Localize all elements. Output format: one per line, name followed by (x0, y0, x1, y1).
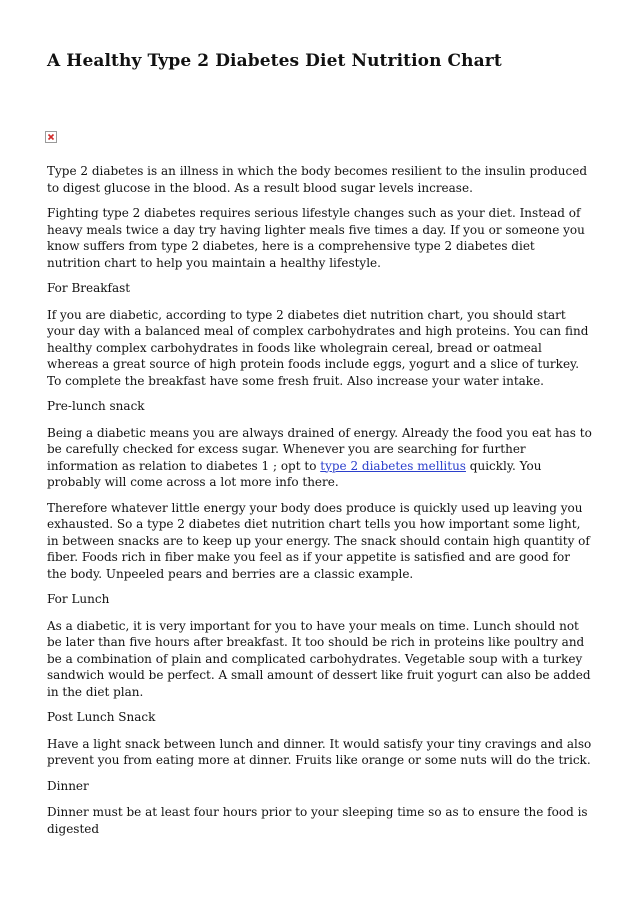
section-heading-dinner: Dinner (47, 778, 89, 793)
section-heading-post-lunch: Post Lunch Snack (47, 710, 156, 724)
paragraph-pre-lunch (47, 425, 592, 491)
section-heading-lunch: For Lunch (47, 592, 110, 606)
red-x-icon (46, 132, 56, 142)
section-heading-breakfast: For Breakfast (47, 281, 131, 295)
diabetes-mellitus-link[interactable]: type 2 diabetes mellitus (320, 458, 466, 473)
paragraph-dinner: Dinner must be at least four hours prior to your sleeping time so as to ensure the food is digested (47, 805, 588, 836)
paragraph-pre-lunch-text-start: Being a diabetic means you are always drained of energy. Already the food you eat has to be carefully checked for excess sugar. Whenever you are searching for further information as relation to diabetes 1 ; opt to (47, 425, 592, 473)
section-heading-pre-lunch: Pre-lunch snack (47, 399, 145, 413)
paragraph-post-lunch: Have a light snack between lunch and dinner. It would satisfy your tiny cravings and also prevent you from eating more at dinner. Fruits like orange or some nuts will do the trick. (47, 736, 592, 767)
page-title: A Healthy Type 2 Diabetes Diet Nutrition Chart (47, 51, 502, 71)
paragraph-breakfast: If you are diabetic, according to type 2 diabetes diet nutrition chart, you should start your day with a balanced meal of complex carbohydrates and high proteins. You can find healthy complex carbohydrates in foods like wholegrain cereal, bread or oatmeal whereas a great source of high protein foods include eggs, yogurt and a slice of turkey. To complete the breakfast have some fresh fruit. Also increase your water intake. (47, 307, 589, 388)
paragraph-pre-lunch-text-end: quickly. You probably will come across a lot more info there. (47, 458, 542, 489)
broken-image-icon (45, 131, 57, 143)
article-body (47, 163, 592, 846)
paragraph-lunch: As a diabetic, it is very important for you to have your meals on time. Lunch should not be later than five hours after breakfast. It too should be rich in proteins like poultry and be a combination of plain and complicated carbohydrates. Vegetable soup with a turkey sandwich would be perfect. A small amount of dessert like fruit yogurt can also be added in the diet plan. (47, 618, 591, 699)
paragraph-intro: Type 2 diabetes is an illness in which the body becomes resilient to the insulin produced to digest glucose in the blood. As a result blood sugar levels increase. (47, 164, 588, 195)
paragraph-lifestyle: Fighting type 2 diabetes requires serious lifestyle changes such as your diet. Instead of heavy meals twice a day try having lighter meals five times a day. If you or someone you know suffers from type 2 diabetes, here is a comprehensive type 2 diabetes diet nutrition chart to help you maintain a healthy lifestyle. (47, 206, 585, 270)
paragraph-snack-energy: Therefore whatever little energy your body does produce is quickly used up leaving you exhausted. So a type 2 diabetes diet nutrition chart tells you how important some light, in between snacks are to keep up your energy. The snack should contain high quantity of fiber. Foods rich in fiber make you feel as if your appetite is satisfied and are good for the body. Unpeeled pears and berries are a classic example. (47, 500, 590, 581)
